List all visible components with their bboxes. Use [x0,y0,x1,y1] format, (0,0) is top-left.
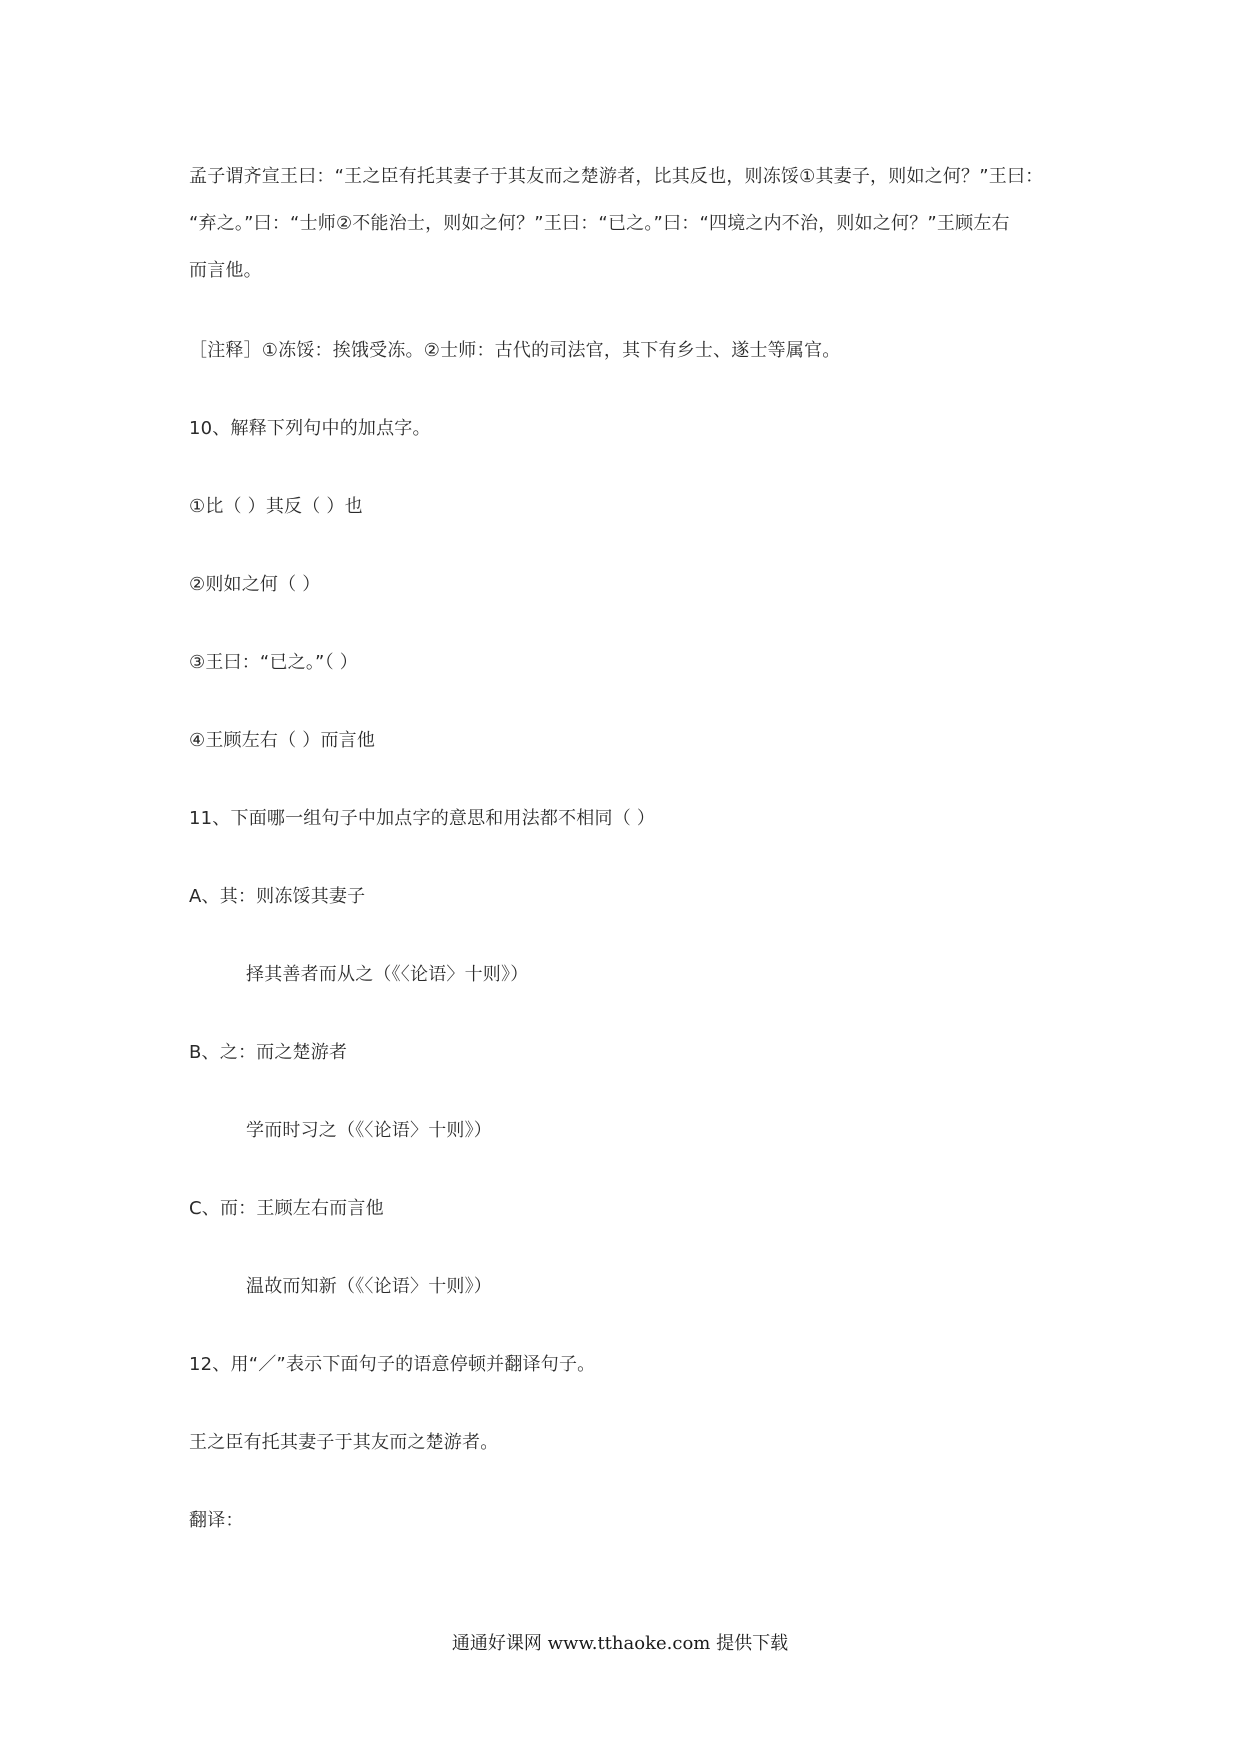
question-12-prompt: 12、用“／”表示下面句子的语意停顿并翻译句子。 [189,1354,596,1375]
question-11-option-example: 温故而知新（《〈论语〉十则》） [246,1276,492,1297]
passage-line-2: “弃之。”曰：“士师②不能治士，则如之何？”王曰：“已之。”曰：“四境之内不治，则如之何？”王顾左右 [189,213,1010,234]
question-12-translate-label: 翻译： [189,1510,244,1531]
question-10-item: ④王顾左右（ ）而言他 [189,730,376,751]
question-11-prompt: 11、下面哪一组句子中加点字的意思和用法都不相同（ ） [189,808,656,829]
passage-line-1: 孟子谓齐宣王曰：“王之臣有托其妻子于其友而之楚游者，比其反也，则冻馁①其妻子，则如之何？”王曰： [189,166,1044,187]
question-10-item: ①比（ ）其反（ ）也 [189,496,363,517]
question-12-sentence: 王之臣有托其妻子于其友而之楚游者。 [189,1432,499,1453]
question-10-prompt: 10、解释下列句中的加点字。 [189,418,431,439]
question-11-option-example: 学而时习之（《〈论语〉十则》） [246,1120,492,1141]
page-footer: 通通好课网 www.tthaoke.com 提供下载 [451,1633,789,1654]
question-10-item: ②则如之何（ ） [189,574,321,595]
question-11-option-label: A、其：则冻馁其妻子 [189,886,366,907]
passage-line-3: 而言他。 [189,260,262,281]
question-11-option-label: C、而：王顾左右而言他 [189,1198,384,1219]
question-10-item: ③王曰：“已之。”（ ） [189,652,358,673]
question-11-option-label: B、之：而之楚游者 [189,1042,348,1063]
annotation-note: ［注释］①冻馁：挨饿受冻。②士师：古代的司法官，其下有乡士、遂士等属官。 [189,340,841,361]
question-11-option-example: 择其善者而从之（《〈论语〉十则》） [246,964,529,985]
